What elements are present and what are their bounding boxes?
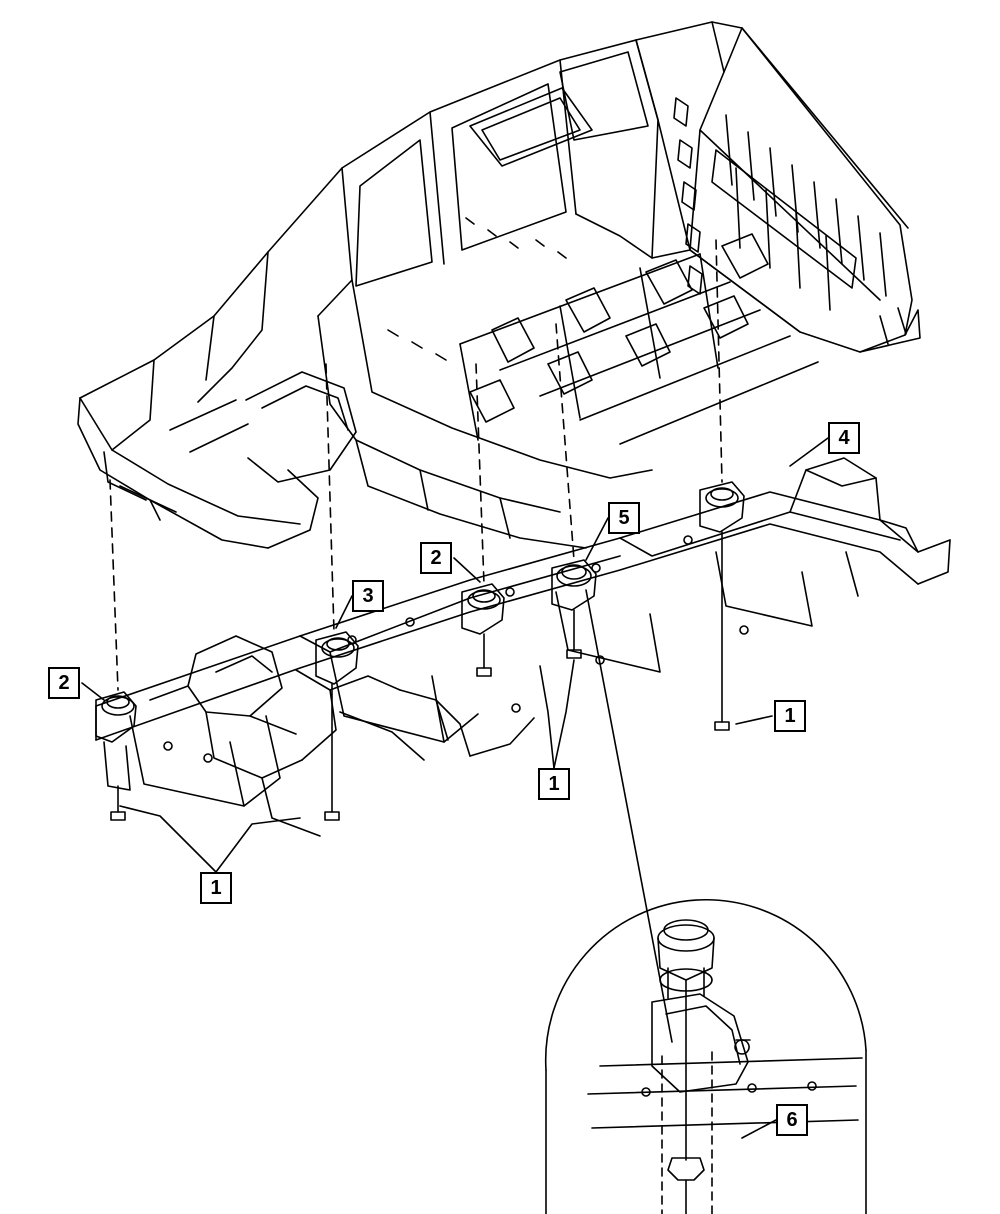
callout-3: 3 bbox=[352, 580, 384, 612]
callout-1-center: 1 bbox=[538, 768, 570, 800]
callout-1-right: 1 bbox=[774, 700, 806, 732]
callout-2-mid: 2 bbox=[420, 542, 452, 574]
callout-2-left: 2 bbox=[48, 667, 80, 699]
callout-1-lower-left: 1 bbox=[200, 872, 232, 904]
callout-4: 4 bbox=[828, 422, 860, 454]
callout-5: 5 bbox=[608, 502, 640, 534]
callout-6: 6 bbox=[776, 1104, 808, 1136]
